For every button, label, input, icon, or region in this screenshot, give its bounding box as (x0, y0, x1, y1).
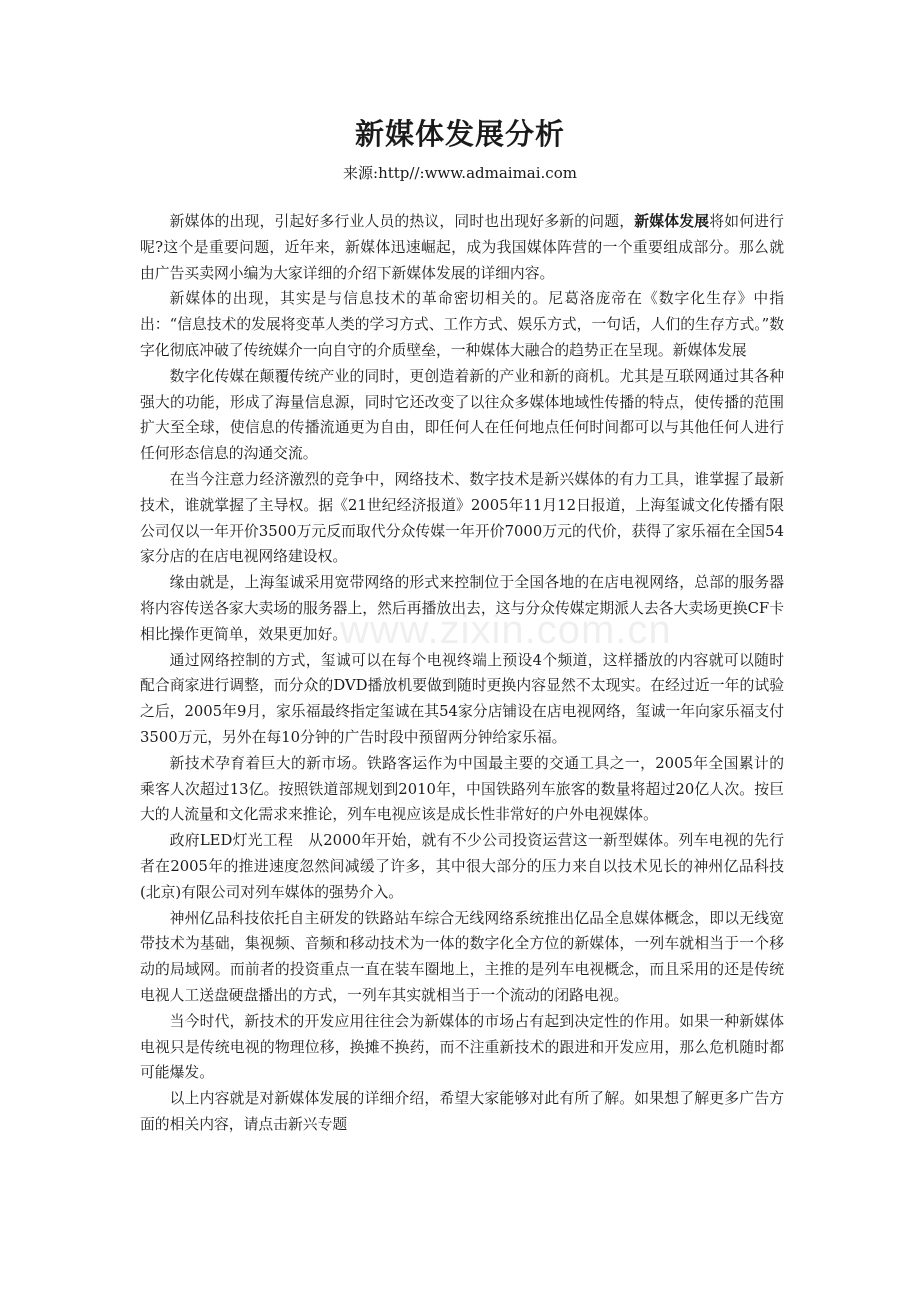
paragraph-text: 新媒体的出现，引起好多行业人员的热议，同时也出现好多新的问题， (169, 213, 635, 230)
paragraph-text: 神州亿品科技依托自主研发的铁路站车综合无线网络系统推出亿品全息媒体概念，即以无线宽带技术为基础，集视频、音频和移动技术为一体的数字化全方位的新媒体，一列车就相当于一个移动的局域网。而前者的投资重点一直在装车圈地上，主推的是列车电视概念，而且采用的还是传统电视人工送盘硬盘播出的方式，一列车其实就相当于一个流动的闭路电视。 (140, 909, 784, 1004)
paragraph (140, 570, 784, 647)
paragraph-text: 新技术孕育着巨大的新市场。铁路客运作为中国最主要的交通工具之一，2005年全国累计的乘客人次超过13亿。按照铁道部规划到2010年，中国铁路列车旅客的数量将超过20亿人次。按巨大的人流量和文化需求来推论，列车电视应该是成长性非常好的户外电视媒体。 (140, 754, 784, 824)
paragraph (140, 209, 784, 286)
paragraph-text: 数字化传媒在颠覆传统产业的同时，更创造着新的产业和新的商机。尤其是互联网通过其各种强大的功能，形成了海量信息源，同时它还改变了以往众多媒体地域性传播的特点，使传播的范围扩大至全球，使信息的传播流通更为自由，即任何人在任何地点任何时间都可以与其他任何人进行任何形态信息的沟通交流。 (140, 367, 784, 463)
paragraph (140, 286, 784, 363)
paragraph-text: 新媒体的出现，其实是与信息技术的革命密切相关的。尼葛洛庞帝在《数字化生存》中指出：“信息技术的发展将变革人类的学习方式、工作方式、娱乐方式，一句话，人们的生存方式。”数字化彻底冲破了传统媒介一向自守的介质壁垒，一种媒体大融合的趋势正在呈现。新媒体发展 (140, 290, 784, 359)
paragraph (140, 1009, 784, 1086)
paragraph-text: 以上内容就是对新媒体发展的详细介绍，希望大家能够对此有所了解。如果想了解更多广告方面的相关内容，请点击新兴专题 (140, 1090, 784, 1133)
paragraph (140, 906, 784, 1009)
page-title: 新媒体发展分析 (354, 117, 565, 151)
paragraph (140, 648, 784, 751)
paragraph (140, 828, 784, 905)
paragraph-text: 将如何进行呢?这个是重要问题，近年来，新媒体迅速崛起，成为我国媒体阵营的一个重要组成部分。那么就由广告买卖网小编为大家详细的介绍下新媒体发展的详细内容。 (140, 213, 784, 282)
article-body (140, 209, 784, 1138)
source-line: 来源:http//:www.admaimai.com (343, 164, 577, 182)
paragraph-text: 在当今注意力经济激烈的竞争中，网络技术、数字技术是新兴媒体的有力工具，谁掌握了最新技术，谁就掌握了主导权。据《21世纪经济报道》2005年11月12日报道，上海玺诚文化传播有限公司仅以一年开价3500万元反而取代分众传媒一年开价7000万元的代价，获得了家乐福在全国54家分店的在店电视网络建设权。 (140, 470, 784, 566)
paragraph (140, 364, 784, 467)
watermark: www.zixin.com.cn (340, 608, 672, 652)
paragraph-text: 政府LED灯光工程 从2000年开始，就有不少公司投资运营这一新型媒体。列车电视的先行者在2005年的推进速度忽然间减缓了许多，其中很大部分的压力来自以技术见长的神州亿品科技(北京)有限公司对列车媒体的强势介入。 (140, 832, 784, 901)
paragraph (140, 467, 784, 570)
paragraph-text: 当今时代，新技术的开发应用往往会为新媒体的市场占有起到决定性的作用。如果一种新媒体电视只是传统电视的物理位移，换摊不换药，而不注重新技术的跟进和开发应用，那么危机随时都可能爆发。 (140, 1012, 784, 1082)
paragraph-text: 缘由就是，上海玺诚采用宽带网络的形式来控制位于全国各地的在店电视网络，总部的服务器将内容传送各家大卖场的服务器上，然后再播放出去，这与分众传媒定期派人去各大卖场更换CF卡相比操作更简单，效果更加好。 (140, 574, 784, 643)
paragraph-text: 通过网络控制的方式，玺诚可以在每个电视终端上预设4个频道，这样播放的内容就可以随时配合商家进行调整，而分众的DVD播放机要做到随时更换内容显然不太现实。在经过近一年的试验之后，2005年9月，家乐福最终指定玺诚在其54家分店铺设在店电视网络，玺诚一年向家乐福支付3500万元，另外在每10分钟的广告时段中预留两分钟给家乐福。 (140, 651, 784, 746)
keyword-link[interactable]: 新媒体发展 (634, 213, 710, 230)
paragraph (140, 1086, 784, 1138)
paragraph (140, 751, 784, 828)
